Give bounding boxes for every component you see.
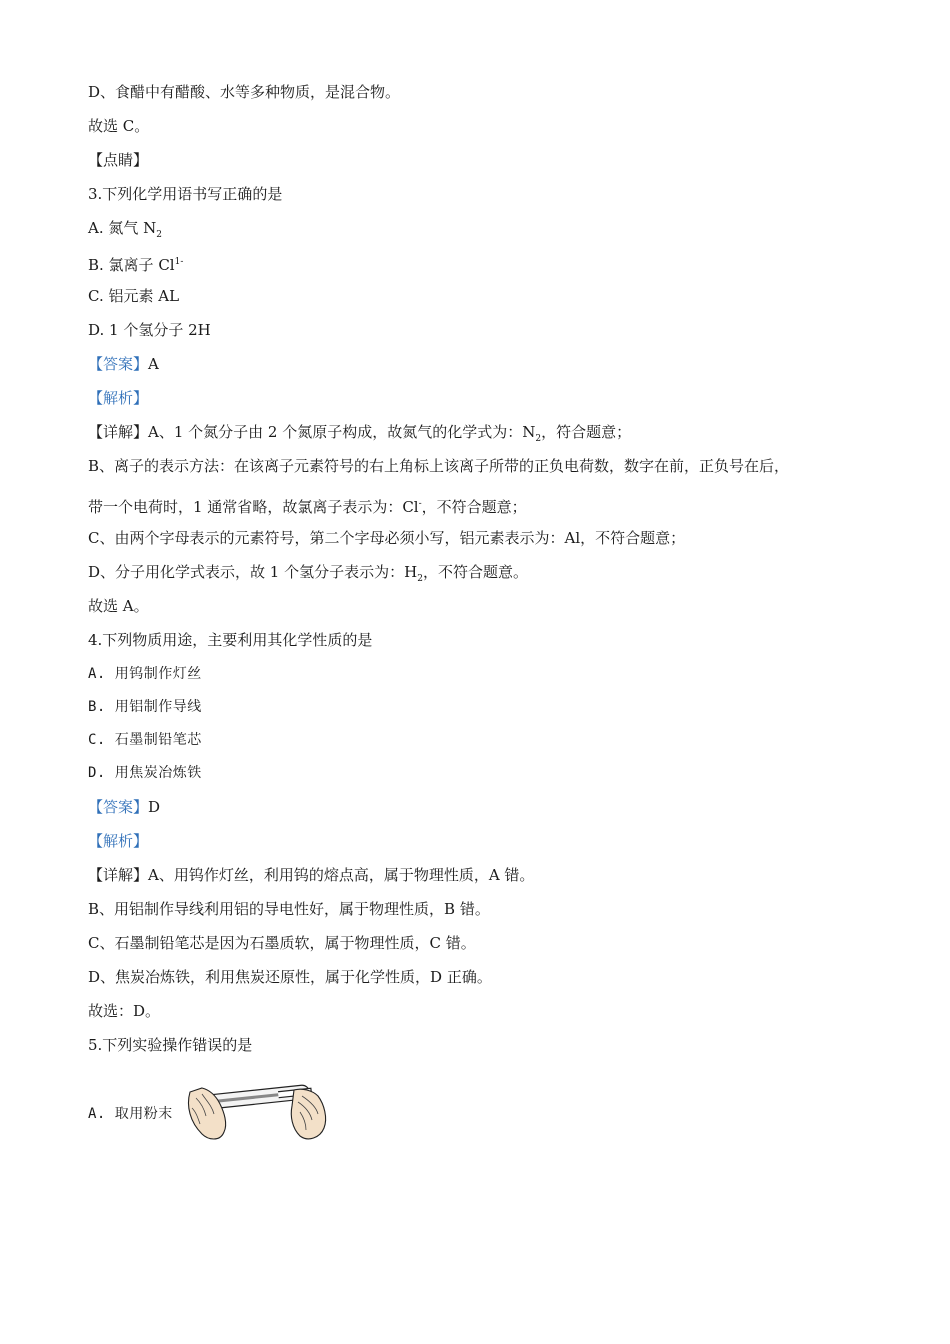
answer-tag: 【答案】 [88,355,149,373]
q3-option-c: C. 铝元素 AL [88,287,180,305]
q2-option-d-explanation: D、食醋中有醋酸、水等多种物质，是混合物。 [88,83,401,101]
q3-option-d: D. 1 个氢分子 2H [88,321,211,339]
answer-tag: 【答案】 [88,798,149,816]
q3-conclusion: 故选 A。 [88,597,149,615]
q3-detail-b-line2: 带一个电荷时，1 通常省略，故氯离子表示为：Cl-，不符合题意； [88,498,527,516]
q4-option-b: B. 用铝制作导线 [88,699,202,715]
q4-detail-d: D、焦炭冶炼铁，利用焦炭还原性，属于化学性质，D 正确。 [88,968,492,986]
q3-option-b: B. 氯离子 $Cl^{1-}$ [88,256,184,274]
q4-option-c: C. 石墨制铅笔芯 [88,732,202,748]
q4-detail-b: B、用铝制作导线利用铝的导电性好，属于物理性质，B 错。 [88,900,490,918]
q4-stem: 4.下列物质用途，主要利用其化学性质的是 [88,631,373,649]
q4-detail-a: 【详解】A、用钨作灯丝，利用钨的熔点高，属于物理性质，A 错。 [88,866,535,884]
q4-option-a: A. 用钨制作灯丝 [88,666,202,682]
q3-option-a: A. 氮气 $N_2$ [88,219,162,240]
q3-answer: 【答案】A [88,355,159,373]
q3-detail-c: C、由两个字母表示的元素符号，第二个字母必须小写，铝元素表示为：Al，不符合题意； [88,529,686,547]
q4-answer: 【答案】D [88,798,161,816]
q4-analysis-tag: 【解析】 [88,832,149,850]
q4-conclusion: 故选：D。 [88,1002,161,1020]
q3-detail-a: 【详解】A、1 个氮分子由 2 个氮原子构成，故氮气的化学式为：$N_2$，符合题意； [88,423,632,444]
q3-stem: 3.下列化学用语书写正确的是 [88,185,283,203]
q5-stem: 5.下列实验操作错误的是 [88,1036,253,1054]
q4-option-d: D. 用焦炭冶炼铁 [88,765,202,781]
q3-detail-d: D、分子用化学式表示，故 1 个氢分子表示为：$H_2$，不符合题意。 [88,563,528,584]
q2-conclusion: 故选 C。 [88,117,150,135]
q3-detail-b-line1: B、离子的表示方法：在该离子元素符号的右上角标上该离子所带的正负电荷数，数字在前，正负号在后， [88,457,790,475]
powder-tube-illustration [184,1072,330,1144]
q2-dianjing-tag: 【点睛】 [88,151,149,169]
q5-option-a: A. 取用粉末 [88,1106,173,1122]
q3-analysis-tag: 【解析】 [88,389,149,407]
q4-detail-c: C、石墨制铅笔芯是因为石墨质软，属于物理性质，C 错。 [88,934,476,952]
